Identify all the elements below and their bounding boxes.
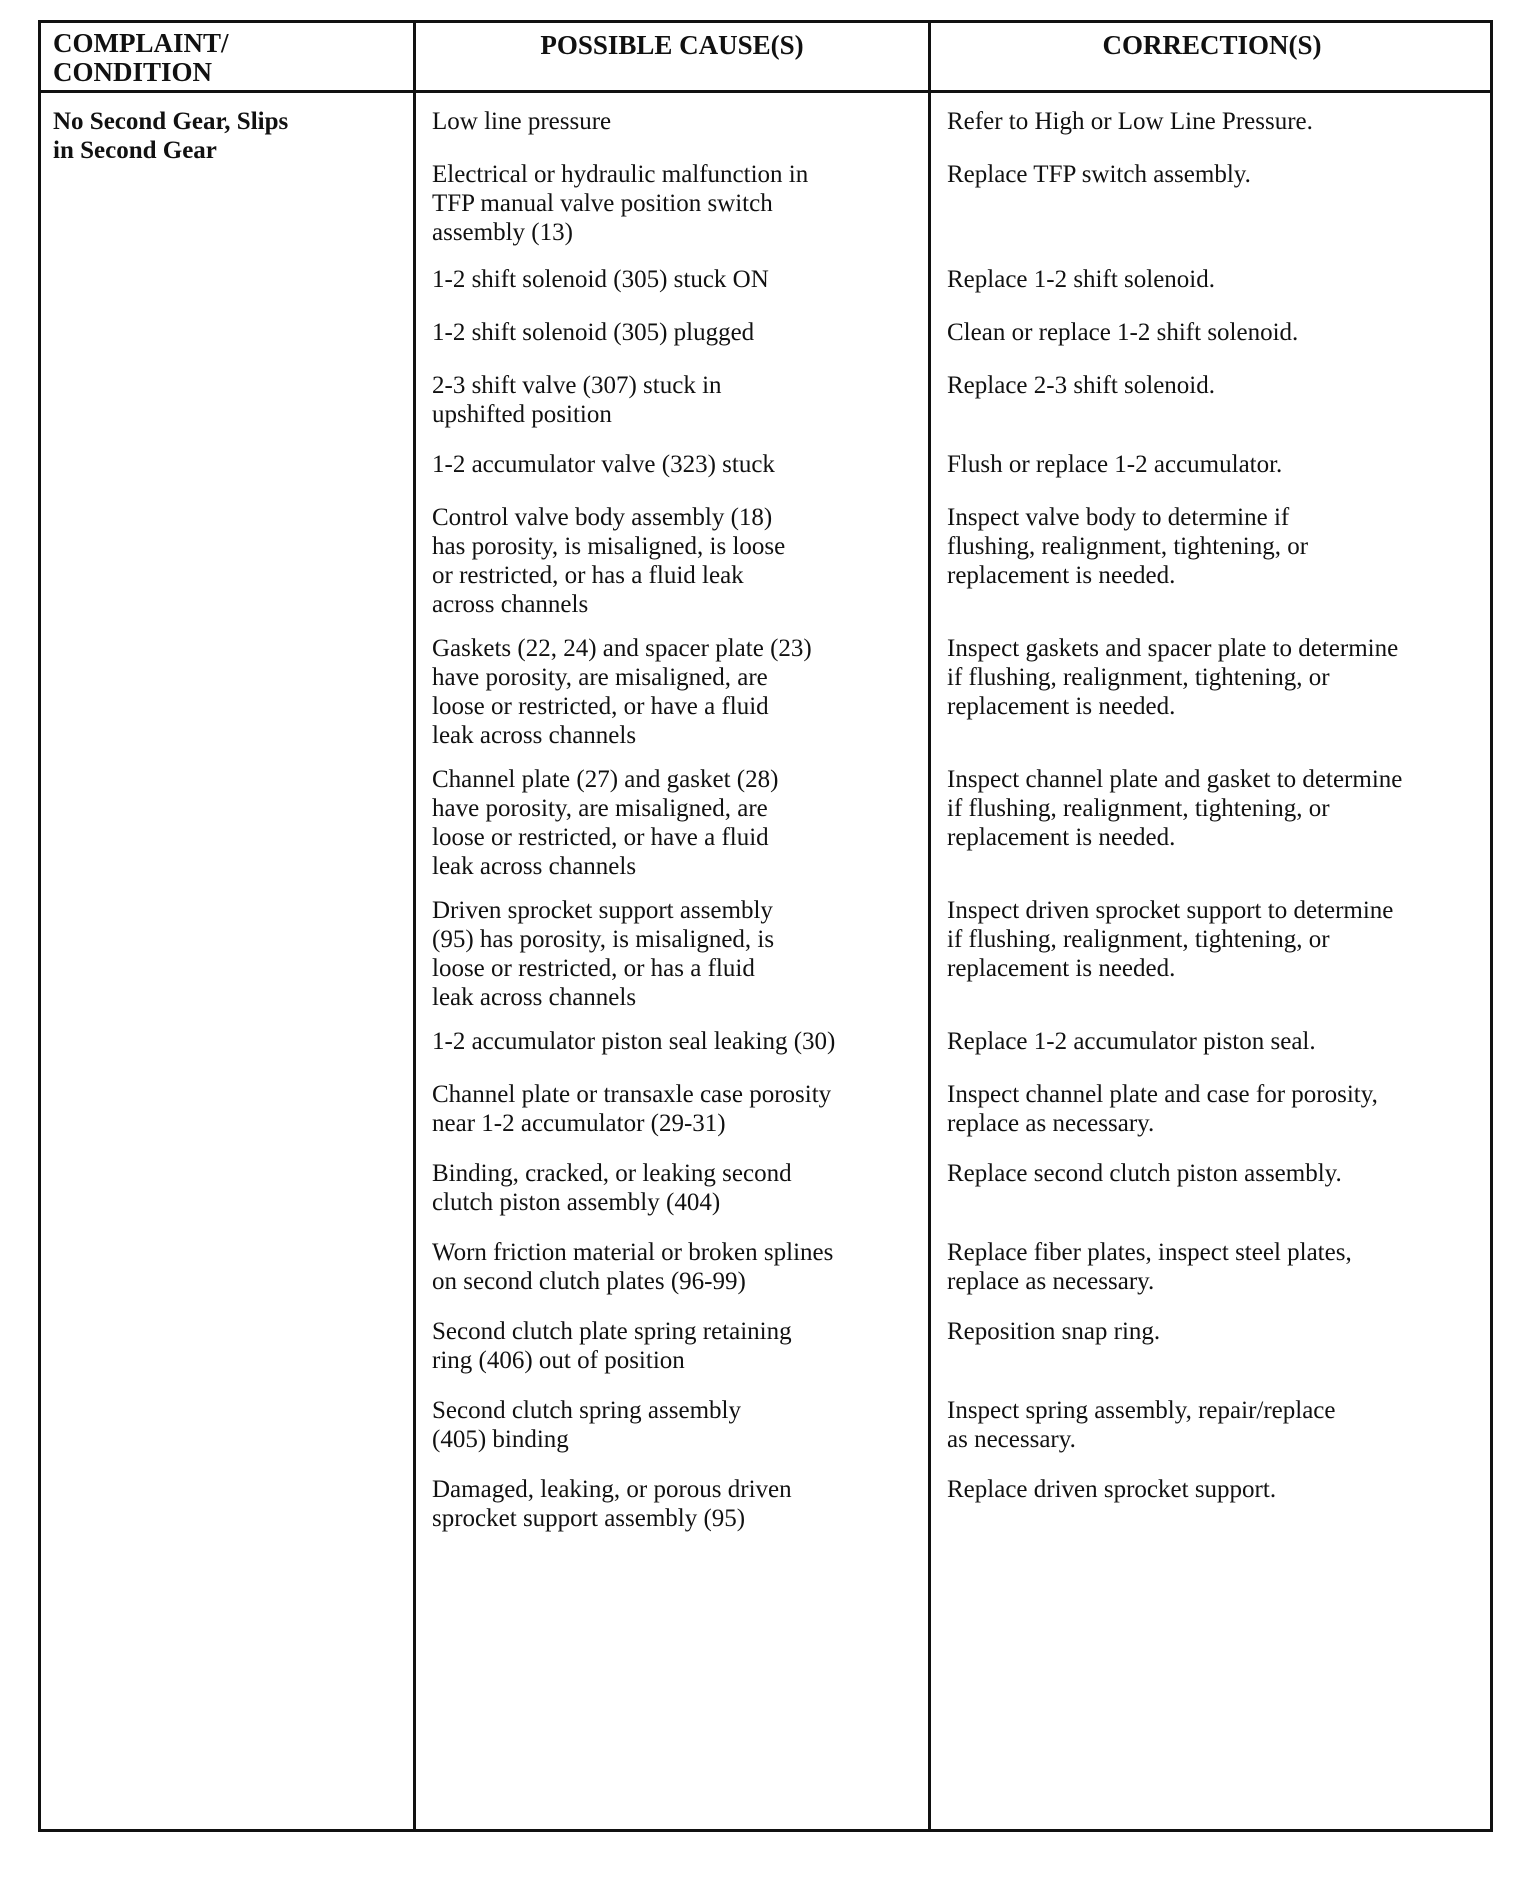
- cause-cell: 1-2 accumulator valve (323) stuck: [432, 451, 775, 478]
- cause-cell: Channel plate (27) and gasket (28) have porosity, are misaligned, are loose or restricted, or have a fluid leak across channels: [432, 766, 779, 880]
- correction-cell: Inspect spring assembly, repair/replace as necessary.: [947, 1397, 1336, 1453]
- correction-cell: Replace fiber plates, inspect steel plates, replace as necessary.: [947, 1239, 1352, 1295]
- table-row: [41, 1396, 1490, 1475]
- table-body: [41, 107, 1490, 1554]
- cause-cell: Second clutch spring assembly (405) binding: [432, 1397, 741, 1453]
- correction-cell: Replace TFP switch assembly.: [947, 161, 1251, 188]
- cause-cell: Gaskets (22, 24) and spacer plate (23) have porosity, are misaligned, are loose or restricted, or have a fluid leak across channels: [432, 635, 812, 749]
- cause-cell: Damaged, leaking, or porous driven sprocket support assembly (95): [432, 1476, 792, 1532]
- correction-cell: Clean or replace 1-2 shift solenoid.: [947, 319, 1299, 346]
- correction-cell: Inspect valve body to determine if flushing, realignment, tightening, or replacement is needed.: [947, 504, 1309, 589]
- cause-cell: Driven sprocket support assembly (95) has porosity, is misaligned, is loose or restricted, or has a fluid leak across channels: [432, 897, 775, 1011]
- troubleshooting-table: [38, 20, 1493, 1832]
- table-row: [41, 318, 1490, 371]
- cause-cell: 1-2 shift solenoid (305) plugged: [432, 319, 755, 346]
- correction-cell: Reposition snap ring.: [947, 1318, 1161, 1345]
- cause-cell: 1-2 shift solenoid (305) stuck ON: [432, 266, 769, 293]
- table-row: [41, 450, 1490, 503]
- cause-cell: Second clutch plate spring retaining ring (406) out of position: [432, 1318, 792, 1374]
- table-row: [41, 265, 1490, 318]
- cause-cell: Control valve body assembly (18) has porosity, is misaligned, is loose or restricted, or has a fluid leak across channels: [432, 504, 786, 618]
- cause-cell: Electrical or hydraulic malfunction in TFP manual valve position switch assembly (13): [432, 161, 809, 246]
- correction-cell: Refer to High or Low Line Pressure.: [947, 108, 1313, 135]
- table-row: [41, 1159, 1490, 1238]
- cause-cell: Channel plate or transaxle case porosity near 1-2 accumulator (29-31): [432, 1081, 832, 1137]
- table-row: [41, 896, 1490, 1027]
- table-row: [41, 503, 1490, 634]
- cause-cell: 2-3 shift valve (307) stuck in upshifted position: [432, 372, 722, 428]
- correction-cell: Inspect driven sprocket support to determine if flushing, realignment, tightening, or replacement is needed.: [947, 897, 1394, 982]
- correction-cell: Replace 2-3 shift solenoid.: [947, 372, 1215, 399]
- correction-cell: Replace 1-2 shift solenoid.: [947, 266, 1215, 293]
- cause-cell: Worn friction material or broken splines on second clutch plates (96-99): [432, 1239, 834, 1295]
- cause-cell: 1-2 accumulator piston seal leaking (30): [432, 1028, 836, 1055]
- table-row: [41, 1317, 1490, 1396]
- table-row: [41, 765, 1490, 896]
- correction-cell: Replace 1-2 accumulator piston seal.: [947, 1028, 1316, 1055]
- table-row: [41, 160, 1490, 265]
- table-row: [41, 634, 1490, 765]
- correction-cell: Replace second clutch piston assembly.: [947, 1160, 1342, 1187]
- correction-cell: Inspect gaskets and spacer plate to determine if flushing, realignment, tightening, or replacement is needed.: [947, 635, 1399, 720]
- table-row: [41, 1080, 1490, 1159]
- cause-cell: Low line pressure: [432, 108, 612, 135]
- table-row: [41, 107, 1490, 160]
- cause-cell: Binding, cracked, or leaking second clutch piston assembly (404): [432, 1160, 792, 1216]
- table-row: [41, 1027, 1490, 1080]
- header-possible-causes: POSSIBLE CAUSE(S): [540, 30, 804, 60]
- table-row: [41, 371, 1490, 450]
- correction-cell: Inspect channel plate and gasket to determine if flushing, realignment, tightening, or replacement is needed.: [947, 766, 1403, 851]
- condition-text: No Second Gear, Slips in Second Gear: [53, 108, 289, 164]
- table-row: [41, 1238, 1490, 1317]
- correction-cell: Flush or replace 1-2 accumulator.: [947, 451, 1283, 478]
- header-corrections: CORRECTION(S): [1102, 30, 1322, 60]
- header-complaint-condition: COMPLAINT/ CONDITION: [53, 28, 229, 87]
- table-row: [41, 1475, 1490, 1554]
- correction-cell: Replace driven sprocket support.: [947, 1476, 1277, 1503]
- correction-cell: Inspect channel plate and case for porosity, replace as necessary.: [947, 1081, 1378, 1137]
- table-header: [41, 23, 1490, 93]
